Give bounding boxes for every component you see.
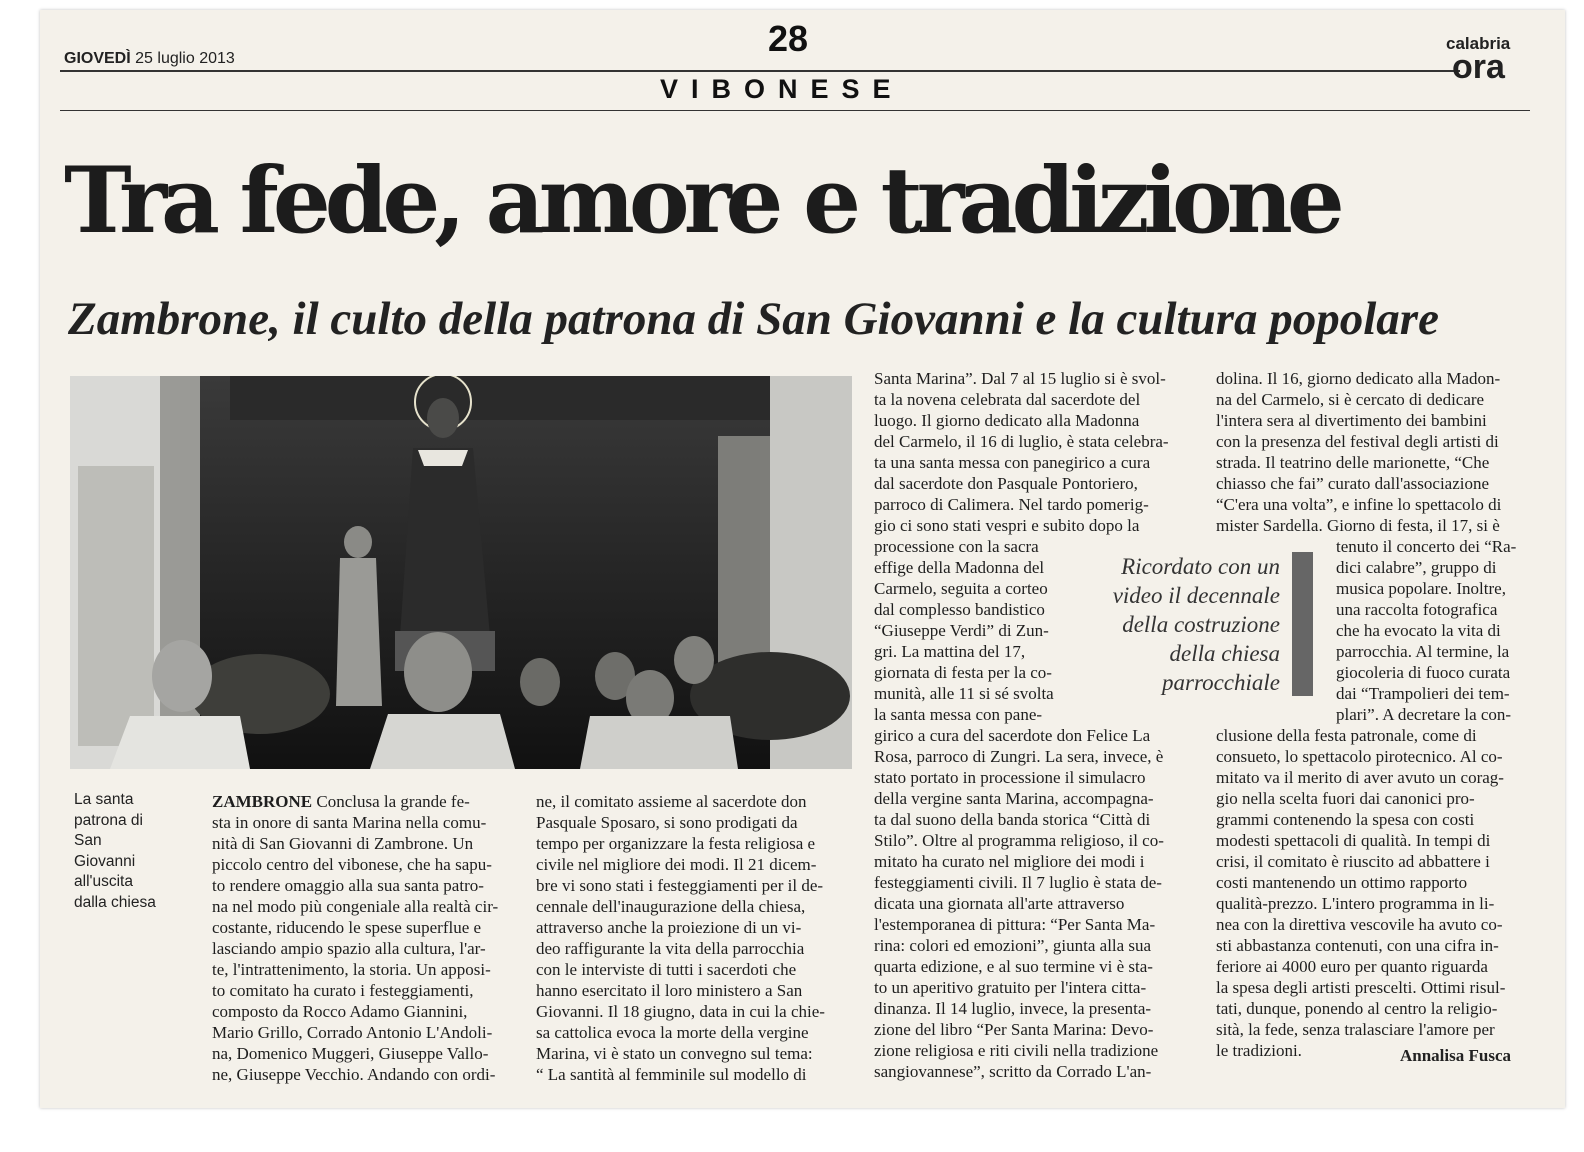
article-line: costante, riducendo le spese superflue e bbox=[212, 918, 482, 937]
article-line: civile nel migliore dei modi. Il 21 dicem- bbox=[536, 855, 817, 874]
article-line: te, l'intrattenimento, la storia. Un apposi- bbox=[212, 960, 491, 979]
section-rule bbox=[60, 110, 1530, 111]
article-line: dinanza. Il 14 luglio, invece, la presenta- bbox=[874, 999, 1152, 1018]
article-line: to comitato ha curato i festeggiamenti, bbox=[212, 981, 474, 1000]
article-line: “Giuseppe Verdi” di Zun- bbox=[874, 621, 1049, 640]
pull-quote-line: della costruzione bbox=[1122, 612, 1280, 637]
article-column-4-top bbox=[1216, 368, 1501, 536]
article-line: cennale dell'inaugurazione della chiesa, bbox=[536, 897, 806, 916]
page-number: 28 bbox=[768, 18, 809, 59]
article-line: una raccolta fotografica bbox=[1336, 600, 1498, 619]
caption-line: La santa bbox=[74, 791, 134, 808]
article-line: tati, dunque, ponendo al centro la religio- bbox=[1216, 999, 1498, 1018]
article-line: Mario Grillo, Corrado Antonio L'Andoli- bbox=[212, 1023, 493, 1042]
article-line: sangiovannese”, scritto da Corrado L'an- bbox=[874, 1062, 1152, 1081]
photo-caption bbox=[74, 790, 184, 913]
article-line: deo raffigurante la vita della parrocchia bbox=[536, 939, 805, 958]
article-line: rina: colori ed emozioni”, giunta alla sua bbox=[874, 936, 1152, 955]
article-line: del Carmelo, il 16 di luglio, è stata celebra- bbox=[874, 432, 1169, 451]
pull-quote-line: parrocchiale bbox=[1162, 670, 1280, 695]
article-line: attraverso anche la proiezione di un vi- bbox=[536, 918, 802, 937]
section-title: VIBONESE bbox=[660, 74, 904, 104]
article-line: dai “Trampolieri dei tem- bbox=[1336, 684, 1510, 703]
article-line: gio nella scelta fuori dai canonici pro- bbox=[1216, 789, 1475, 808]
article-line: “C'era una volta”, e infine lo spettacolo di bbox=[1216, 495, 1502, 514]
article-line: Carmelo, seguita a corteo bbox=[874, 579, 1048, 598]
article-line: Marina, vi è stato un convegno sul tema: bbox=[536, 1044, 813, 1063]
caption-line: patrona di bbox=[74, 811, 143, 829]
article-line: della vergine santa Marina, accompagna- bbox=[874, 789, 1154, 808]
article-line: tenuto il concerto dei “Ra- bbox=[1336, 537, 1517, 556]
article-line: modesti spettacoli di qualità. In tempi di bbox=[1216, 831, 1491, 850]
article-column-1 bbox=[212, 791, 498, 1085]
article-photo bbox=[70, 376, 852, 769]
masthead-logo-bottom: ora bbox=[1452, 48, 1505, 86]
caption-line: all'uscita bbox=[74, 873, 133, 890]
article-line: zione del libro “Per Santa Marina: Devo- bbox=[874, 1020, 1154, 1039]
article-line: to rendere omaggio alla sua santa patro- bbox=[212, 876, 484, 895]
article-line: con le interviste di tutti i sacerdoti che bbox=[536, 960, 797, 979]
article-line: Santa Marina”. Dal 7 al 15 luglio si è svol- bbox=[874, 369, 1166, 388]
caption-line: Giovanni bbox=[74, 852, 136, 870]
article-line: dal sacerdote don Pasquale Pontoriero, bbox=[874, 474, 1138, 493]
article-line: na, Domenico Muggeri, Giuseppe Vallo- bbox=[212, 1044, 489, 1063]
article-line: dolina. Il 16, giorno dedicato alla Madon- bbox=[1216, 369, 1501, 388]
article-line: gri. La mattina del 17, bbox=[874, 642, 1026, 661]
article-line: strada. Il teatrino delle marionette, “Che bbox=[1216, 453, 1490, 472]
article-column-3-bottom bbox=[874, 725, 1164, 1082]
article-line: musica popolare. Inoltre, bbox=[1336, 579, 1506, 598]
article-line: dicata una giornata all'arte attraverso bbox=[874, 894, 1125, 913]
pull-quote-line: video il decennale bbox=[1112, 583, 1280, 608]
article-line: festeggiamenti civili. Il 7 luglio è stata de- bbox=[874, 873, 1162, 892]
article-line: mitato va il merito di aver avuto un corag- bbox=[1216, 768, 1504, 787]
article-line: luogo. Il giorno dedicato alla Madonna bbox=[874, 411, 1140, 430]
article-line: la santa messa con pane- bbox=[874, 705, 1043, 724]
subheadline: Zambrone, il culto della patrona di San Giovanni e la cultura popolare bbox=[68, 293, 1439, 345]
article-line: processione con la sacra bbox=[874, 537, 1039, 556]
article-line: ta dal suono della banda storica “Città di bbox=[874, 810, 1151, 829]
article-line: ne, il comitato assieme al sacerdote don bbox=[536, 792, 807, 811]
article-line: effige della Madonna del bbox=[874, 558, 1045, 577]
procession-photo-illustration bbox=[70, 376, 852, 769]
article-line: le tradizioni. bbox=[1216, 1041, 1302, 1060]
article-line: mister Sardella. Giorno di festa, il 17, si è bbox=[1216, 516, 1500, 535]
article-line: giornata di festa per la co- bbox=[874, 663, 1052, 682]
article-line: che ha evocato la vita di bbox=[1336, 621, 1501, 640]
headline: Tra fede, amore e tradizione bbox=[64, 148, 1339, 254]
article-line: nea con la direttiva vescovile ha avuto co- bbox=[1216, 915, 1503, 934]
article-line: zione religiosa e riti civili nella tradizione bbox=[874, 1041, 1159, 1060]
article-line: l'intera sera al divertimento dei bambini bbox=[1216, 411, 1487, 430]
article-line: munità, alle 11 si sé svolta bbox=[874, 684, 1054, 703]
caption-line: dalla chiesa bbox=[74, 893, 156, 911]
pull-quote-bar bbox=[1292, 552, 1313, 696]
article-line: qualità-prezzo. L'intero programma in li- bbox=[1216, 894, 1495, 913]
article-line: nità di San Giovanni di Zambrone. Un bbox=[212, 834, 474, 853]
article-line: girico a cura del sacerdote don Felice La bbox=[874, 726, 1151, 745]
article-column-4-bottom bbox=[1216, 725, 1505, 1061]
article-line: stato portato in processione il simulacro bbox=[874, 768, 1146, 787]
article-line: Giovanni. Il 18 giugno, data in cui la chie- bbox=[536, 1002, 825, 1021]
article-line: sti abbastanza contenuti, con una cifra in- bbox=[1216, 936, 1499, 955]
dateline: ZAMBRONE bbox=[212, 792, 313, 811]
article-line: clusione della festa patronale, come di bbox=[1216, 726, 1477, 745]
article-line: la spesa degli artisti prescelti. Ottimi risul- bbox=[1216, 978, 1506, 997]
dateline-rest: Conclusa la grande fe- bbox=[312, 792, 470, 811]
article-line: Pasquale Sposaro, si sono prodigati da bbox=[536, 813, 798, 832]
pull-quote bbox=[1076, 552, 1280, 697]
masthead-logo-top: calabria bbox=[1446, 34, 1511, 53]
article-line: ta una santa messa con panegirico a cura bbox=[874, 453, 1151, 472]
article-line: mitato ha curato nel migliore dei modi i bbox=[874, 852, 1145, 871]
caption-line: San bbox=[74, 832, 102, 849]
article-line: consueto, lo spettacolo pirotecnico. Al co- bbox=[1216, 747, 1503, 766]
article-line: composto da Rocco Adamo Giannini, bbox=[212, 1002, 468, 1021]
article-line bbox=[212, 791, 498, 812]
article-line: grammi contenendo la spesa con costi bbox=[1216, 810, 1475, 829]
byline: Annalisa Fusca bbox=[1400, 1046, 1511, 1065]
article-line: l'estemporanea di pittura: “Per Santa Ma- bbox=[874, 915, 1156, 934]
date: 25 luglio 2013 bbox=[135, 50, 235, 67]
article-column-2 bbox=[536, 791, 825, 1085]
article-line: sità, la fede, senza tralasciare l'amore per bbox=[1216, 1020, 1495, 1039]
article-line: Rosa, parroco di Zungri. La sera, invece, è bbox=[874, 747, 1164, 766]
article-line: tempo per organizzare la festa religiosa e bbox=[536, 834, 816, 853]
article-line: lasciando ampio spazio alla cultura, l'ar- bbox=[212, 939, 486, 958]
article-line: bre vi sono stati i festeggiamenti per il de- bbox=[536, 876, 824, 895]
article-line: Stilo”. Oltre al programma religioso, il co- bbox=[874, 831, 1164, 850]
article-line: hanno esercitato il loro ministero a San bbox=[536, 981, 803, 1000]
article-line: ta la novena celebrata dal sacerdote del bbox=[874, 390, 1141, 409]
article-line: dici calabre”, gruppo di bbox=[1336, 558, 1497, 577]
article-line: ne, Giuseppe Vecchio. Andando con ordi- bbox=[212, 1065, 496, 1084]
article-line: “ La santità al femminile sul modello di bbox=[536, 1065, 807, 1084]
header-rule bbox=[60, 70, 1460, 72]
article-line: feriore ai 4000 euro per quanto riguarda bbox=[1216, 957, 1488, 976]
pull-quote-line: della chiesa bbox=[1169, 641, 1280, 666]
article-line: crisi, il comitato è riuscito ad abbattere i bbox=[1216, 852, 1490, 871]
article-line: costi mantenendo un ottimo rapporto bbox=[1216, 873, 1468, 892]
article-line: plari”. A decretare la con- bbox=[1336, 705, 1512, 724]
article-line: gio ci sono stati vespri e subito dopo la bbox=[874, 516, 1140, 535]
article-line: giocoleria di fuoco curata bbox=[1336, 663, 1511, 682]
article-line: dal complesso bandistico bbox=[874, 600, 1045, 619]
article-line: sa cattolica evoca la morte della vergine bbox=[536, 1023, 809, 1042]
newspaper-page bbox=[40, 10, 1565, 1108]
article-line: chiasso che fai” curato dall'associazione bbox=[1216, 474, 1490, 493]
article-line: na del Carmelo, si è cercato di dedicare bbox=[1216, 390, 1485, 409]
article-line: quarta edizione, e al suo termine vi è sta- bbox=[874, 957, 1153, 976]
article-line: con la presenza del festival degli artisti di bbox=[1216, 432, 1499, 451]
issue-date bbox=[64, 50, 235, 68]
article-line: to un aperitivo gratuito per l'intera citta- bbox=[874, 978, 1147, 997]
article-line: piccolo centro del vibonese, che ha sapu- bbox=[212, 855, 492, 874]
pull-quote-line: Ricordato con un bbox=[1121, 554, 1280, 579]
article-line: sta in onore di santa Marina nella comu- bbox=[212, 813, 487, 832]
article-column-4-narrow bbox=[1336, 536, 1516, 725]
article-line: parrocchia. Al termine, la bbox=[1336, 642, 1510, 661]
article-line: parroco di Calimera. Nel tardo pomerig- bbox=[874, 495, 1149, 514]
weekday: GIOVEDÌ bbox=[64, 50, 131, 67]
article-line: na nel modo più congeniale alla realtà cir- bbox=[212, 897, 499, 916]
